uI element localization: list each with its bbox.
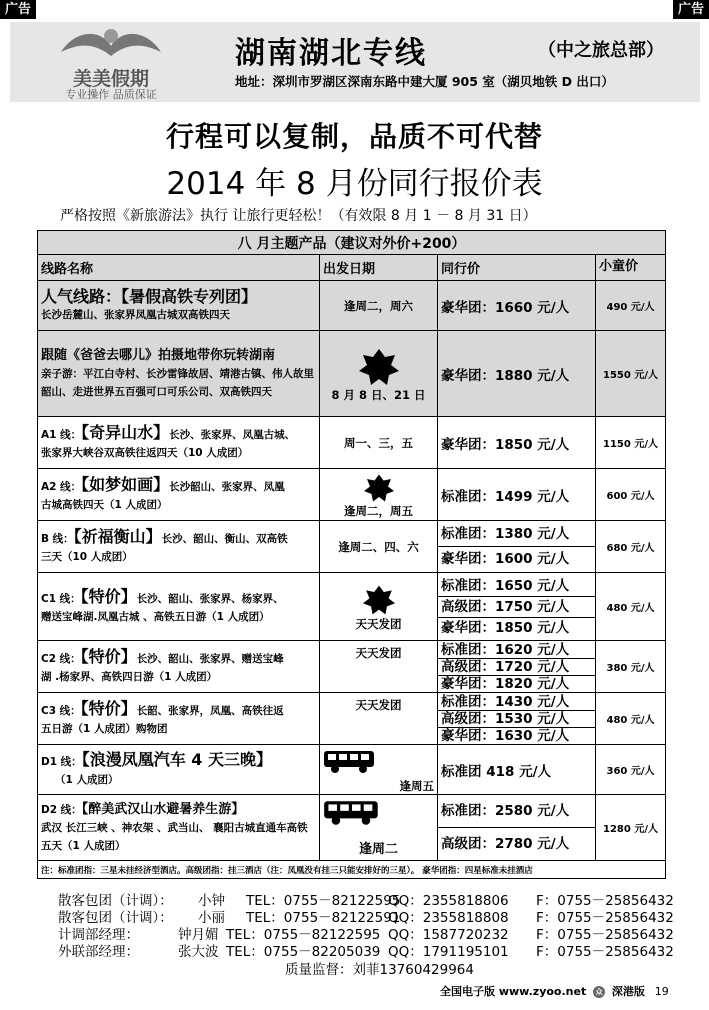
route-tag: 【如梦如画】 xyxy=(81,474,170,494)
table-row xyxy=(38,573,666,641)
price-value: 豪华团：1660 元/人 xyxy=(438,281,596,331)
departure-date: 逢周五 xyxy=(399,779,434,793)
departure-date: 天天发团 xyxy=(320,641,438,693)
slogan: 行程可以复制，品质不可代替 xyxy=(165,120,543,153)
mascot-icon xyxy=(357,347,401,387)
route-prefix: C1 线： xyxy=(41,592,81,605)
kid-price: 480 元/人 xyxy=(596,573,666,641)
price-value: 标准团：1650 元/人 xyxy=(438,576,595,597)
price-value: 豪华团：1880 元/人 xyxy=(438,331,596,417)
page-footer xyxy=(440,983,669,1008)
table-footnote: 注：标准团指：三星未挂经济型酒店。高级团指：挂三酒店（注：凤凰没有挂三只能安排好的三星）。 豪华团指：四星标准未挂酒店 xyxy=(38,861,666,879)
route-tag: 【祈福衡山】 xyxy=(73,526,162,546)
kid-price: 1150 元/人 xyxy=(596,417,666,469)
contact-qq: QQ：1587720232 xyxy=(388,927,509,943)
route-detail: 三天（10 人成团） xyxy=(41,550,133,563)
price-value: 豪华团：1850 元/人 xyxy=(441,619,570,636)
quality-supervisor: 质量监督：刘菲13760429964 xyxy=(285,962,474,978)
table-banner: 八 月主题产品（建议对外价+200） xyxy=(38,231,666,255)
price-value: 高级团：1750 元/人 xyxy=(438,597,595,618)
price-value: 标准团：1620 元/人 xyxy=(438,642,595,659)
route-detail: 五日游（1 人成团）购物团 xyxy=(41,722,168,735)
table-row xyxy=(38,469,666,521)
contact-name: 小丽 xyxy=(198,910,225,926)
route-detail: （1 人成团） xyxy=(55,773,119,786)
price-value: 高级团：2780 元/人 xyxy=(441,836,570,852)
contact-role: 计调部经理： xyxy=(58,927,139,943)
header-price: 同行价 xyxy=(438,255,596,281)
price-value: 豪华团：1630 元/人 xyxy=(441,727,570,744)
price-table xyxy=(37,230,666,879)
contact-fax: F：0755－25856432 xyxy=(536,944,674,960)
table-header-row xyxy=(38,255,666,281)
price-value: 高级团：1530 元/人 xyxy=(438,711,595,728)
price-value: 标准团：1380 元/人 xyxy=(438,522,595,547)
route-tag: 【奇异山水】 xyxy=(81,422,170,442)
table-row xyxy=(38,745,666,795)
route-title: 长沙、韶山、衡山、双高铁 xyxy=(161,532,288,545)
company-logo xyxy=(16,24,206,100)
contact-name: 小钟 xyxy=(198,893,225,909)
table-row xyxy=(38,281,666,331)
ad-label-right: 广告 xyxy=(673,0,709,19)
route-prefix: C2 线： xyxy=(41,652,81,665)
departure-date: 逢周二，周五 xyxy=(344,503,413,518)
route-detail: 亲子游：平江白寺村、长沙雷锋故居、靖港古镇、伟人故里韶山、走进世界五百强可口可乐公司、双高铁四天 xyxy=(41,368,314,398)
ad-label-left: 广告 xyxy=(0,0,36,19)
table-banner-row xyxy=(38,231,666,255)
contact-tel: TEL：0755－82122595 xyxy=(246,893,401,909)
route-tag: 【特价】 xyxy=(80,646,137,666)
bus-icon xyxy=(322,749,378,775)
contact-tel: TEL：0755－82205039 xyxy=(226,944,381,960)
contact-qq: QQ：1791195101 xyxy=(388,944,509,960)
header-subtitle: （中之旅总部） xyxy=(538,40,664,61)
route-detail: 武汉 长江三峡 、神农架 、武当山、 襄阳古城直通车高铁五天（1 人成团） xyxy=(41,821,308,852)
kid-price: 600 元/人 xyxy=(596,469,666,521)
price-value: 标准团：1499 元/人 xyxy=(438,469,596,521)
route-tag: 【特价】 xyxy=(80,586,137,606)
kid-price: 380 元/人 xyxy=(596,641,666,693)
route-detail: 赠送宝峰湖.凤凰古城 、高铁五日游（1 人成团） xyxy=(41,610,270,623)
price-value: 标准团：1430 元/人 xyxy=(438,694,595,711)
logo-slogan: 专业操作 品质保证 xyxy=(65,88,157,101)
header-route: 线路名称 xyxy=(38,255,320,281)
footer-edition: 深港版 xyxy=(611,985,645,998)
footer-badge-icon: 众游 xyxy=(593,986,605,998)
route-prefix: A2 线： xyxy=(41,480,82,493)
table-row xyxy=(38,693,666,745)
contact-fax: F：0755－25856432 xyxy=(536,910,674,926)
contact-row xyxy=(58,893,698,910)
price-value: 标准团：2580 元/人 xyxy=(438,795,595,828)
table-row xyxy=(38,521,666,573)
bus-icon xyxy=(322,799,382,827)
contact-qq: QQ：2355818806 xyxy=(388,893,509,909)
contact-name: 张大波 xyxy=(178,944,219,960)
route-prefix: B 线： xyxy=(41,532,74,545)
kid-price: 490 元/人 xyxy=(596,281,666,331)
price-value: 高级团：1720 元/人 xyxy=(438,659,595,676)
header-date: 出发日期 xyxy=(320,255,438,281)
contact-fax: F：0755－25856432 xyxy=(536,893,674,909)
contact-role: 散客包团（计调）： xyxy=(58,893,173,909)
route-tag: 【特价】 xyxy=(80,698,137,718)
route-tag: 【浪漫凤凰汽车 4 天三晚】 xyxy=(81,749,272,769)
price-value: 豪华团：1850 元/人 xyxy=(438,417,596,469)
contact-row xyxy=(58,927,698,944)
departure-date: 逢周二 xyxy=(358,842,398,857)
route-title: 长沙、张家界、凤凰古城、 xyxy=(169,428,296,441)
route-prefix: C3 线： xyxy=(41,704,81,717)
header-kid: 小童价 xyxy=(596,255,666,281)
kid-price: 680 元/人 xyxy=(596,521,666,573)
contact-tel: TEL：0755－82122595 xyxy=(226,927,381,943)
kid-price: 360 元/人 xyxy=(596,745,666,795)
route-title: 长沙、韶山、张家界、杨家界、 xyxy=(136,592,284,605)
route-title: 长韶、张家界，凤凰、高铁往返 xyxy=(136,704,284,717)
contact-tel: TEL：0755－82122591 xyxy=(246,910,401,926)
page-title: 2014 年 8 月份同行报价表 xyxy=(166,166,543,202)
route-prefix: D1 线： xyxy=(41,755,82,768)
header-banner xyxy=(10,22,700,102)
route-detail: 张家界大峡谷双高铁往返四天（10 人成团） xyxy=(41,446,249,459)
departure-date: 8 月 8 日、21 日 xyxy=(331,387,426,402)
validity-note: 严格按照《新旅游法》执行 让旅行更轻松！（有效限 8 月 1 － 8 月 31 日） xyxy=(60,208,537,224)
logo-name: 美美假期 xyxy=(72,68,149,90)
route-tag: 【醉美武汉山水避暑养生游】 xyxy=(81,801,245,817)
departure-date: 天天发团 xyxy=(320,693,438,745)
header-title: 湖南湖北专线 xyxy=(235,36,427,71)
price-value: 豪华团：1600 元/人 xyxy=(441,551,570,567)
footer-site: 全国电子版 www.zyoo.net xyxy=(440,985,587,998)
route-detail: 长沙岳麓山、张家界凤凰古城双高铁四天 xyxy=(41,309,230,321)
contact-row xyxy=(58,910,698,927)
contact-role: 外联部经理： xyxy=(58,944,139,960)
route-title: 人气线路：【暑假高铁专列团】 xyxy=(41,287,258,306)
route-prefix: A1 线： xyxy=(41,428,82,441)
kid-price: 1550 元/人 xyxy=(596,331,666,417)
route-title: 跟随《爸爸去哪儿》拍摄地带你玩转湖南 xyxy=(41,348,276,363)
departure-date: 逢周二，周六 xyxy=(320,281,438,331)
mascot-icon xyxy=(359,584,399,616)
contact-fax: F：0755－25856432 xyxy=(536,927,674,943)
mascot-icon xyxy=(361,473,397,503)
route-detail: 湖 .杨家界、高铁四日游（1 人成团） xyxy=(41,670,218,683)
table-row xyxy=(38,331,666,417)
page-number: 19 xyxy=(654,985,669,998)
kid-price: 1280 元/人 xyxy=(596,795,666,861)
departure-date: 周一、三，五 xyxy=(320,417,438,469)
contact-list xyxy=(58,893,698,961)
contact-qq: QQ：2355818808 xyxy=(388,910,509,926)
table-row xyxy=(38,641,666,693)
route-prefix: D2 线： xyxy=(41,803,82,816)
price-value: 标准团 418 元/人 xyxy=(438,745,596,795)
route-title: 长沙、韶山、张家界、赠送宝峰 xyxy=(136,652,284,665)
route-title: 长沙韶山、张家界、凤凰 xyxy=(169,480,285,493)
contact-name: 钟月媚 xyxy=(178,927,219,943)
departure-date: 逢周二、四、六 xyxy=(320,521,438,573)
logo-swirl-icon xyxy=(56,24,166,64)
price-value: 豪华团：1820 元/人 xyxy=(441,675,570,692)
departure-date: 天天发团 xyxy=(355,616,402,631)
table-row xyxy=(38,417,666,469)
route-detail: 古城高铁四天（1 人成团） xyxy=(41,498,168,511)
table-footnote-row xyxy=(38,861,666,879)
table-row xyxy=(38,795,666,861)
header-address: 地址：深圳市罗湖区深南东路中建大厦 905 室（湖贝地铁 D 出口） xyxy=(235,74,614,89)
contact-role: 散客包团（计调）： xyxy=(58,910,173,926)
kid-price: 480 元/人 xyxy=(596,693,666,745)
